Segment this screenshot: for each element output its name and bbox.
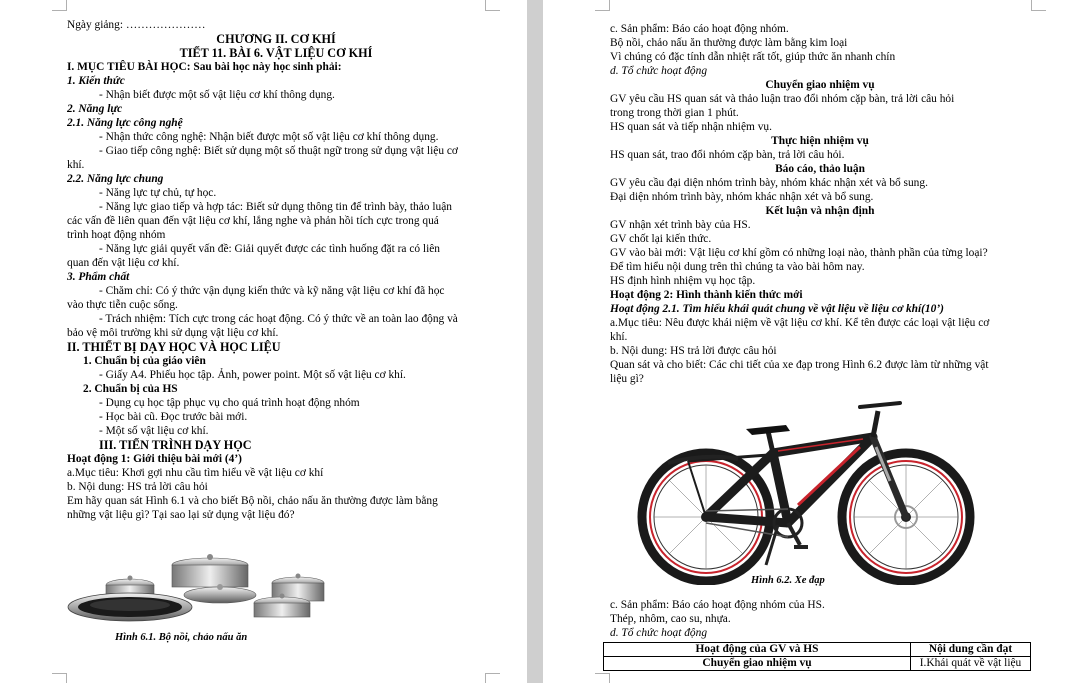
text-line: GV chốt lại kiến thức.	[610, 233, 712, 245]
table-row	[604, 657, 1031, 671]
text-line: a.Mục tiêu: Khơi gợi nhu cầu tìm hiểu về vật liệu cơ khí	[67, 467, 324, 479]
text-line: GV yêu cầu đại diện nhóm trình bày, nhóm khác nhận xét và bổ sung.	[610, 177, 928, 189]
crop-mark	[52, 673, 67, 683]
text-line: Hoạt động 1: Giới thiệu bài mới (4’)	[67, 453, 242, 465]
text-line: bảo vệ môi trường khi sử dụng vật liệu cơ khí.	[67, 327, 279, 339]
text-line: các vấn đề liên quan đến vật liệu cơ khí, lắng nghe và phản hồi tích cực trong quá	[67, 215, 439, 227]
text-line: 2.2. Năng lực chung	[67, 173, 164, 185]
document-page-right	[543, 0, 1073, 683]
text-line: - Năng lực giao tiếp và hợp tác: Biết sử dụng thông tin để trình bày, thảo luận	[99, 201, 452, 213]
text-line: Em hãy quan sát Hình 6.1 và cho biết Bộ nồi, chảo nấu ăn thường được làm bằng	[67, 495, 438, 507]
crop-mark	[52, 0, 67, 11]
text-line: HS định hình nhiệm vụ học tập.	[610, 275, 756, 287]
page-gutter	[527, 0, 543, 683]
text-line: 2. Năng lực	[67, 103, 123, 115]
text-line: 1. Kiến thức	[67, 75, 125, 87]
text-line: HS quan sát và tiếp nhận nhiệm vụ.	[610, 121, 772, 133]
table-cell: Chuyển giao nhiệm vụ	[604, 657, 911, 671]
right-text-column-bottom	[610, 598, 1030, 640]
text-line: khí.	[67, 159, 85, 171]
text-line: TIẾT 11. BÀI 6. VẬT LIỆU CƠ KHÍ	[179, 46, 373, 60]
text-line: d. Tổ chức hoạt động	[610, 627, 708, 639]
text-line: - Chăm chỉ: Có ý thức vận dụng kiến thức và kỹ năng vật liệu cơ khí đã học	[99, 285, 445, 297]
text-line: 3. Phẩm chất	[67, 271, 130, 283]
figure-6-2	[628, 395, 978, 595]
text-line: b. Nội dung: HS trả lời được câu hỏi	[610, 345, 777, 357]
text-line: Kết luận và nhận định	[765, 205, 875, 217]
text-line: - Trách nhiệm: Tích cực trong các hoạt động. Có ý thức về an toàn lao động và	[99, 313, 458, 325]
text-line: liệu gì?	[610, 373, 644, 385]
text-line: Vì chúng có đặc tính dẫn nhiệt rất tốt, giúp thức ăn nhanh chín	[610, 51, 896, 63]
table-header-cell: Nội dung cần đạt	[911, 643, 1031, 657]
text-line: c. Sản phẩm: Báo cáo hoạt động nhóm.	[610, 23, 789, 35]
text-line: khí.	[610, 331, 628, 343]
text-line: Ngày giảng: …………………	[67, 19, 206, 31]
text-line: c. Sản phẩm: Báo cáo hoạt động nhóm của HS.	[610, 599, 825, 611]
text-line: Đại diện nhóm trình bày, nhóm khác nhận xét và bổ sung.	[610, 191, 874, 203]
right-text-column-top	[610, 22, 1030, 386]
crop-mark	[485, 0, 500, 11]
text-line: Thực hiện nhiệm vụ	[771, 135, 869, 147]
text-line: CHƯƠNG II. CƠ KHÍ	[216, 32, 336, 46]
text-line: vào thực tiễn cuộc sống.	[67, 299, 178, 311]
text-line: GV nhận xét trình bày của HS.	[610, 219, 751, 231]
text-line: Hoạt động 2: Hình thành kiến thức mới	[610, 289, 803, 301]
text-line: Bộ nồi, chảo nấu ăn thường được làm bằng kim loại	[610, 37, 848, 49]
text-line: HS quan sát, trao đổi nhóm cặp bàn, trả lời câu hỏi.	[610, 149, 845, 161]
text-line: - Giao tiếp công nghệ: Biết sử dụng một số thuật ngữ trong sử dụng vật liệu cơ	[99, 145, 458, 157]
text-line: GV vào bài mới: Vật liệu cơ khí gồm có những loại nào, thành phần của từng loại?	[610, 247, 988, 259]
text-line: Quan sát và cho biết: Các chi tiết của xe đạp trong Hình 6.2 được làm từ những vật	[610, 359, 989, 371]
text-line: 2.1. Năng lực công nghệ	[67, 117, 183, 129]
crop-mark	[595, 0, 610, 11]
text-line: - Nhận thức công nghệ: Nhận biết được một số vật liệu cơ khí thông dụng.	[99, 131, 439, 143]
crop-mark	[1031, 0, 1046, 11]
text-line: GV yêu cầu HS quan sát và thảo luận trao đổi nhóm cặp bàn, trả lời câu hỏi	[610, 93, 955, 105]
text-line: 1. Chuẩn bị của giáo viên	[83, 355, 206, 367]
text-line: - Một số vật liệu cơ khí.	[99, 425, 209, 437]
text-line: Để tìm hiểu nội dung trên thì chúng ta vào bài hôm nay.	[610, 261, 865, 273]
text-line: - Năng lực tự chủ, tự học.	[99, 187, 217, 199]
text-line: - Giấy A4. Phiếu học tập. Ảnh, power point. Một số vật liệu cơ khí.	[99, 369, 406, 381]
crop-mark	[485, 673, 500, 683]
text-line: II. THIẾT BỊ DẠY HỌC VÀ HỌC LIỆU	[67, 340, 281, 354]
text-line: d. Tổ chức hoạt động	[610, 65, 708, 77]
text-line: trình hoạt động nhóm	[67, 229, 166, 241]
text-line: quan đến vật liệu cơ khí.	[67, 257, 180, 269]
figure-6-2-caption: Hình 6.2. Xe đạp	[751, 575, 825, 586]
text-line: III. TIẾN TRÌNH DẠY HỌC	[99, 438, 252, 452]
table-header-row	[604, 643, 1031, 657]
activity-table	[603, 642, 1031, 671]
bicycle-illustration	[628, 395, 978, 585]
text-line: Báo cáo, thảo luận	[775, 163, 865, 175]
text-line: b. Nội dung: HS trả lời câu hỏi	[67, 481, 208, 493]
crop-mark	[595, 673, 610, 683]
text-line: - Học bài cũ. Đọc trước bài mới.	[99, 411, 248, 423]
figure-6-1	[60, 545, 340, 645]
text-line: - Năng lực giải quyết vấn đề: Giải quyết được các tình huống đặt ra có liên	[99, 243, 440, 255]
text-line: những vật liệu gì? Tại sao lại sử dụng vật liệu đó?	[67, 509, 295, 521]
table-header-cell: Hoạt động của GV và HS	[604, 643, 911, 657]
table-cell: I.Khái quát về vật liệu	[911, 657, 1031, 671]
text-line: a.Mục tiêu: Nêu được khái niệm về vật liệu cơ khí. Kể tên được các loại vật liệu cơ	[610, 317, 990, 329]
text-line: I. MỤC TIÊU BÀI HỌC: Sau bài học này học sinh phải:	[67, 61, 342, 73]
left-text-column	[67, 18, 485, 522]
text-line: 2. Chuẩn bị của HS	[83, 383, 178, 395]
text-line: - Nhận biết được một số vật liệu cơ khí thông dụng.	[99, 89, 335, 101]
text-line: Thép, nhôm, cao su, nhựa.	[610, 613, 731, 625]
cookware-illustration	[60, 545, 330, 633]
text-line: - Dụng cụ học tập phục vụ cho quá trình hoạt động nhóm	[99, 397, 360, 409]
figure-6-1-caption: Hình 6.1. Bộ nồi, chảo nấu ăn	[115, 632, 248, 643]
text-line: Hoạt động 2.1. Tìm hiểu khái quát chung về vật liệu về liệu cơ khí(10’)	[610, 303, 944, 315]
text-line: trong trong thời gian 1 phút.	[610, 107, 739, 119]
document-page-left	[0, 0, 527, 683]
text-line: Chuyển giao nhiệm vụ	[765, 79, 875, 91]
